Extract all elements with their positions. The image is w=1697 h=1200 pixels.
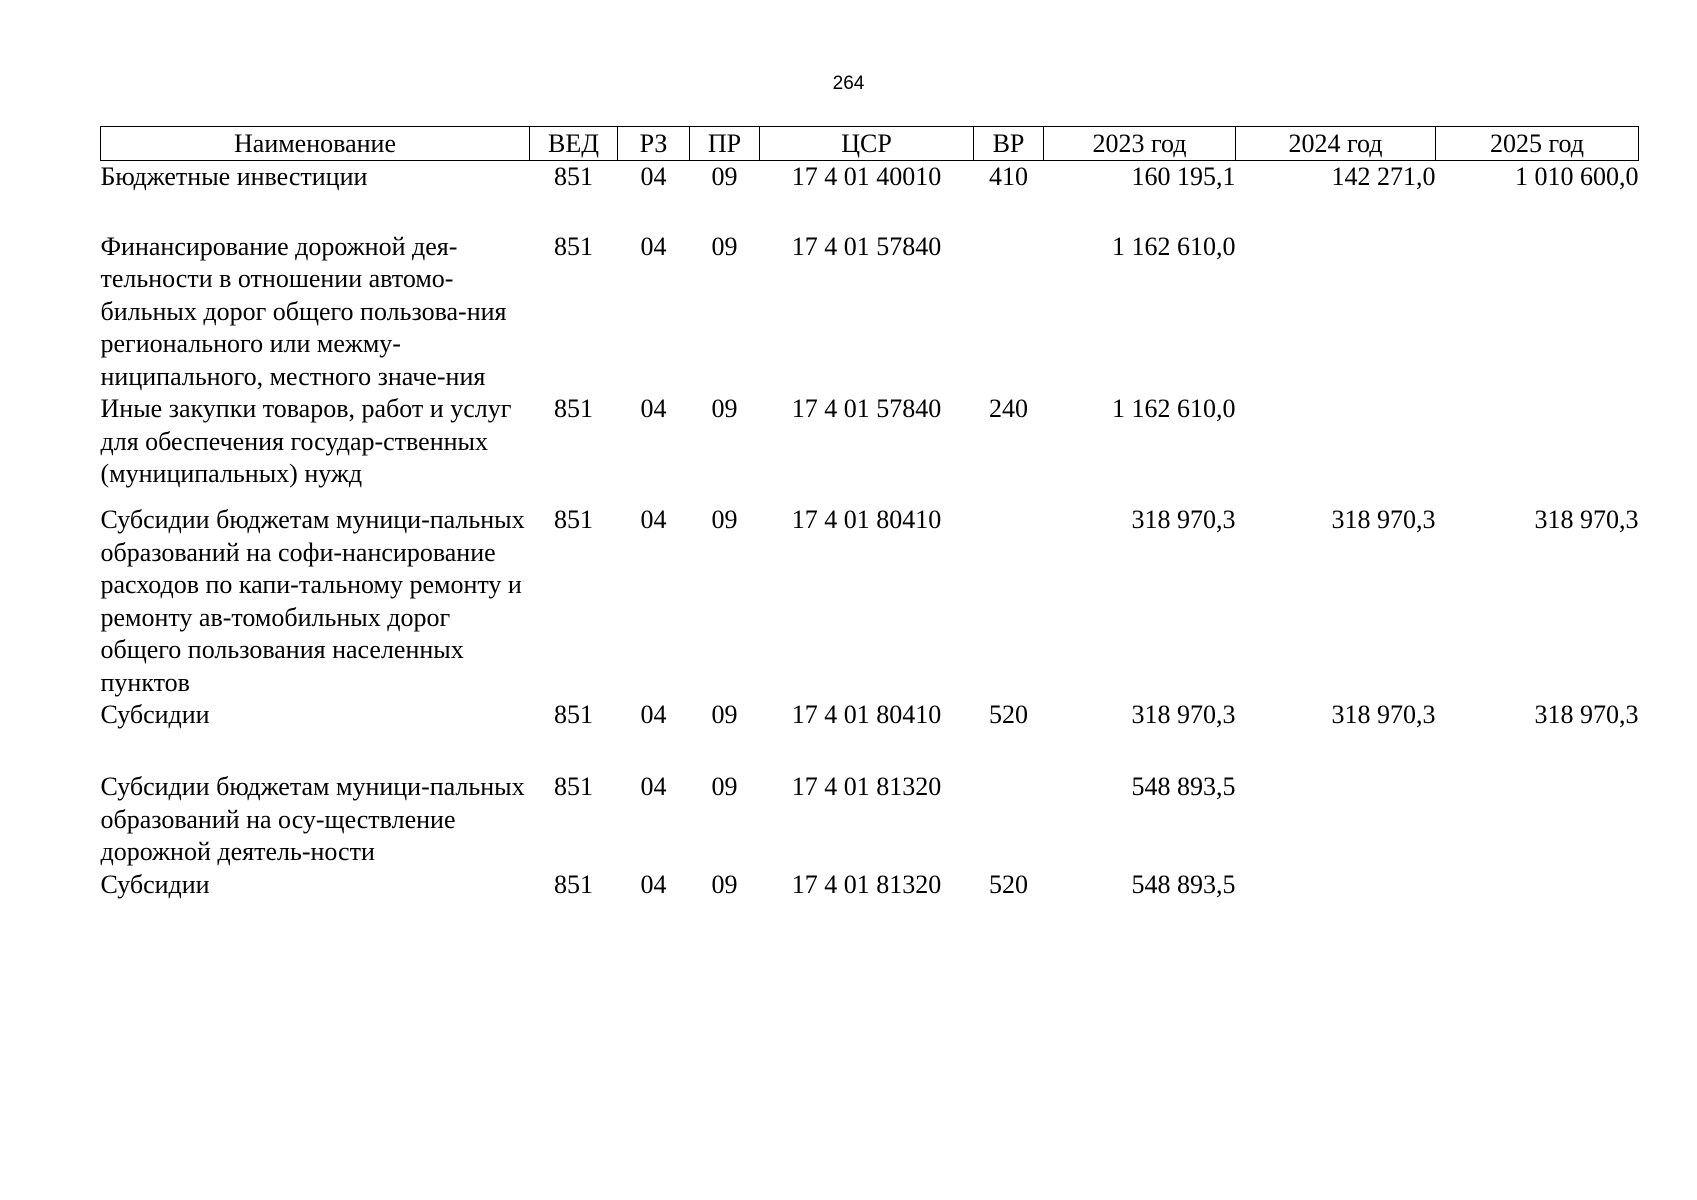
header-rz: РЗ bbox=[618, 127, 690, 161]
row-2023: 548 893,5 bbox=[1131, 772, 1236, 801]
row-rz: 04 bbox=[640, 231, 667, 261]
row-2024: 318 970,3 bbox=[1331, 700, 1436, 729]
row-2023: 160 195,1 bbox=[1131, 162, 1236, 191]
table-row bbox=[101, 869, 1639, 902]
row-csr: 17 4 01 57840 bbox=[791, 394, 942, 423]
table-header-row bbox=[101, 127, 1639, 161]
row-2025 bbox=[1436, 869, 1639, 902]
row-pr: 09 bbox=[711, 869, 738, 899]
row-vr: 520 bbox=[989, 869, 1028, 899]
budget-table bbox=[100, 126, 1639, 901]
row-2024 bbox=[1236, 771, 1436, 869]
row-vr: 520 bbox=[989, 700, 1028, 729]
row-name: Финансирование дорожной дея-тельности в отношении автомо-бильных дорог общего пользова-ния регионального или межму-ниципального, местного значе-ния bbox=[100, 231, 507, 391]
row-2025 bbox=[1436, 771, 1639, 869]
row-pr: 09 bbox=[711, 162, 738, 191]
row-csr: 17 4 01 40010 bbox=[791, 162, 942, 191]
row-rz: 04 bbox=[640, 505, 667, 534]
row-2024 bbox=[1236, 231, 1436, 394]
row-pr: 09 bbox=[711, 505, 738, 534]
header-2023: 2023 год bbox=[1044, 127, 1236, 161]
row-name: Иные закупки товаров, работ и услуг для обеспечения государ-ственных (муниципальных) нужд bbox=[100, 394, 512, 488]
row-csr: 17 4 01 80410 bbox=[791, 505, 942, 534]
row-csr: 17 4 01 81320 bbox=[791, 869, 942, 899]
header-name: Наименование bbox=[101, 127, 530, 161]
table-row bbox=[101, 231, 1639, 394]
row-2023: 548 893,5 bbox=[1131, 869, 1236, 899]
table-row bbox=[101, 161, 1639, 231]
row-ved: 851 bbox=[554, 700, 593, 729]
row-2025 bbox=[1436, 231, 1639, 394]
table-row bbox=[101, 771, 1639, 869]
row-name: Субсидии bbox=[100, 869, 210, 899]
table-row bbox=[101, 393, 1639, 504]
row-2024 bbox=[1236, 393, 1436, 504]
row-name: Субсидии bbox=[100, 700, 210, 729]
row-ved: 851 bbox=[554, 772, 593, 801]
row-ved: 851 bbox=[554, 394, 593, 423]
row-vr bbox=[974, 504, 1044, 699]
row-rz: 04 bbox=[640, 700, 667, 729]
row-pr: 09 bbox=[711, 772, 738, 801]
table-row bbox=[101, 504, 1639, 699]
row-2024 bbox=[1236, 869, 1436, 902]
row-vr: 410 bbox=[989, 162, 1028, 191]
row-ved: 851 bbox=[554, 869, 593, 899]
row-2025 bbox=[1436, 393, 1639, 504]
row-vr bbox=[974, 231, 1044, 394]
row-csr: 17 4 01 80410 bbox=[791, 700, 942, 729]
row-2025: 318 970,3 bbox=[1534, 505, 1639, 534]
row-rz: 04 bbox=[640, 869, 667, 899]
header-ved: ВЕД bbox=[530, 127, 618, 161]
row-2023: 1 162 610,0 bbox=[1112, 394, 1236, 423]
header-csr: ЦСР bbox=[760, 127, 974, 161]
row-csr: 17 4 01 81320 bbox=[791, 772, 942, 801]
header-2025: 2025 год bbox=[1436, 127, 1639, 161]
row-ved: 851 bbox=[554, 162, 593, 191]
row-csr: 17 4 01 57840 bbox=[791, 231, 942, 261]
row-2025: 1 010 600,0 bbox=[1515, 162, 1639, 191]
header-vr: ВР bbox=[974, 127, 1044, 161]
table-row bbox=[101, 699, 1639, 771]
row-ved: 851 bbox=[554, 505, 593, 534]
row-pr: 09 bbox=[711, 231, 738, 261]
row-rz: 04 bbox=[640, 394, 667, 423]
header-2024: 2024 год bbox=[1236, 127, 1436, 161]
row-2023: 318 970,3 bbox=[1131, 700, 1236, 729]
row-2024: 318 970,3 bbox=[1331, 505, 1436, 534]
row-ved: 851 bbox=[554, 231, 593, 261]
row-name: Субсидии бюджетам муници-пальных образований на софи-нансирование расходов по капи-тальному ремонту и ремонту ав-томобильных дорог общего пользования населенных пунктов bbox=[100, 505, 525, 697]
row-pr: 09 bbox=[711, 394, 738, 423]
row-name: Бюджетные инвестиции bbox=[100, 162, 368, 191]
row-vr: 240 bbox=[989, 394, 1028, 423]
row-rz: 04 bbox=[640, 772, 667, 801]
row-2023: 1 162 610,0 bbox=[1112, 231, 1236, 261]
row-2024: 142 271,0 bbox=[1331, 162, 1436, 191]
row-2023: 318 970,3 bbox=[1131, 505, 1236, 534]
row-2025: 318 970,3 bbox=[1534, 700, 1639, 729]
header-pr: ПР bbox=[690, 127, 760, 161]
row-name: Субсидии бюджетам муници-пальных образований на осу-ществление дорожной деятель-ности bbox=[100, 772, 525, 866]
row-rz: 04 bbox=[640, 162, 667, 191]
row-pr: 09 bbox=[711, 700, 738, 729]
row-vr bbox=[974, 771, 1044, 869]
page-number: 264 bbox=[832, 73, 865, 94]
